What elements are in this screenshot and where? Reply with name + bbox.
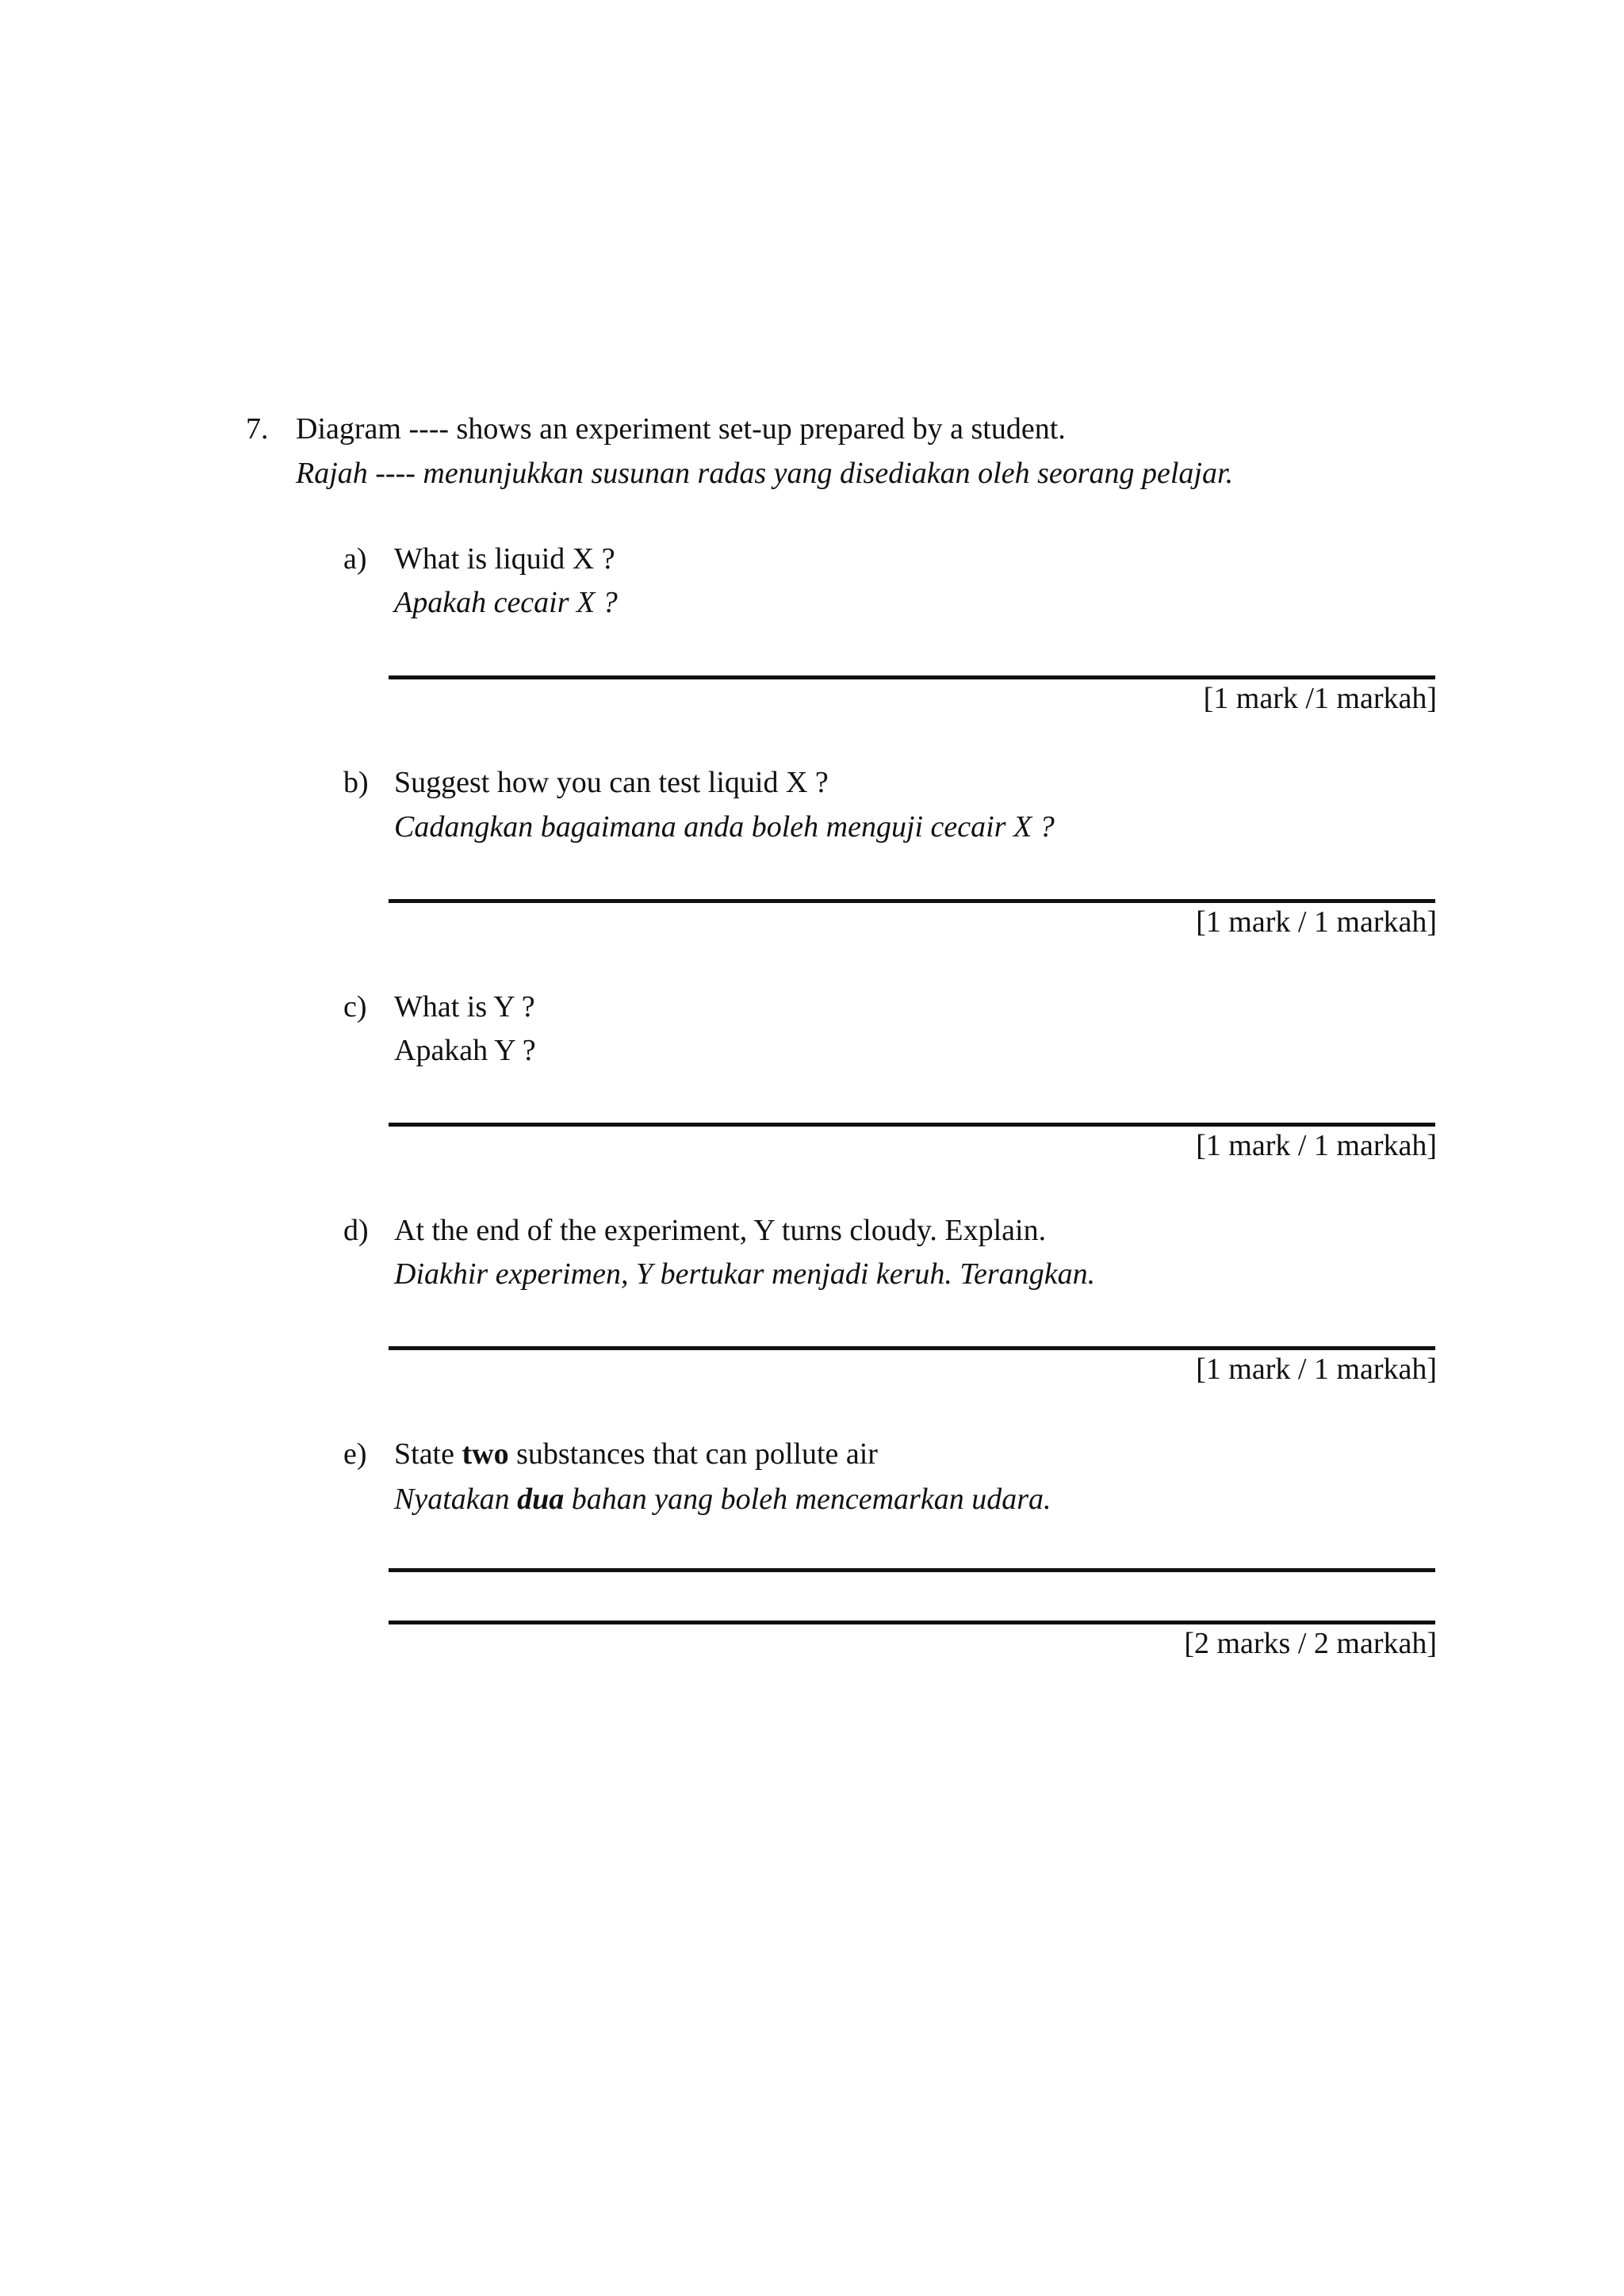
part-b-text-en: Suggest how you can test liquid X ?: [394, 766, 829, 799]
part-e-text-ms-pre: Nyatakan: [394, 1483, 518, 1516]
part-d-text-ms: Diakhir experimen, Y bertukar menjadi keruh. Terangkan.: [394, 1257, 1096, 1291]
part-d-answer-line[interactable]: [389, 1346, 1435, 1350]
part-d-marks: [1 mark / 1 markah]: [1196, 1353, 1437, 1386]
part-e-text-en-pre: State: [394, 1437, 462, 1471]
part-d-text-en: At the end of the experiment, Y turns cloudy. Explain.: [394, 1214, 1047, 1247]
part-c-marks: [1 mark / 1 markah]: [1196, 1129, 1437, 1162]
part-e-text-ms: [394, 1484, 1051, 1514]
part-e-text-en-bold: two: [462, 1437, 509, 1471]
part-c-letter: c): [343, 990, 367, 1024]
part-e-text-en-post: substances that can pollute air: [508, 1437, 878, 1471]
part-b-marks: [1 mark / 1 markah]: [1196, 905, 1437, 939]
part-e-text-ms-bold: dua: [517, 1483, 565, 1516]
part-a-text-ms: Apakah cecair X ?: [394, 586, 618, 619]
part-c-text-en: What is Y ?: [394, 990, 535, 1024]
part-e-answer-line-1[interactable]: [389, 1568, 1435, 1572]
part-a-marks: [1 mark /1 markah]: [1203, 682, 1437, 715]
part-e-text-ms-post: bahan yang boleh mencemarkan udara.: [564, 1483, 1051, 1516]
part-e-answer-line-2[interactable]: [389, 1621, 1435, 1624]
part-d-letter: d): [343, 1214, 369, 1247]
part-e-text-en: [394, 1439, 878, 1469]
part-b-letter: b): [343, 766, 369, 799]
question-text-en: Diagram ---- shows an experiment set-up prepared by a student.: [296, 412, 1066, 446]
part-c-answer-line[interactable]: [389, 1123, 1435, 1127]
part-e-letter: e): [343, 1437, 367, 1471]
question-text-ms: Rajah ---- menunjukkan susunan radas yang disediakan oleh seorang pelajar.: [296, 457, 1234, 490]
part-b-text-ms: Cadangkan bagaimana anda boleh menguji cecair X ?: [394, 810, 1055, 844]
part-a-text-en: What is liquid X ?: [394, 542, 615, 576]
part-a-letter: a): [343, 542, 367, 576]
part-b-answer-line[interactable]: [389, 899, 1435, 903]
part-e-marks: [2 marks / 2 markah]: [1184, 1627, 1437, 1660]
question-number: 7.: [246, 412, 269, 446]
part-c-text-ms: Apakah Y ?: [394, 1034, 536, 1067]
part-a-answer-line[interactable]: [389, 675, 1435, 679]
